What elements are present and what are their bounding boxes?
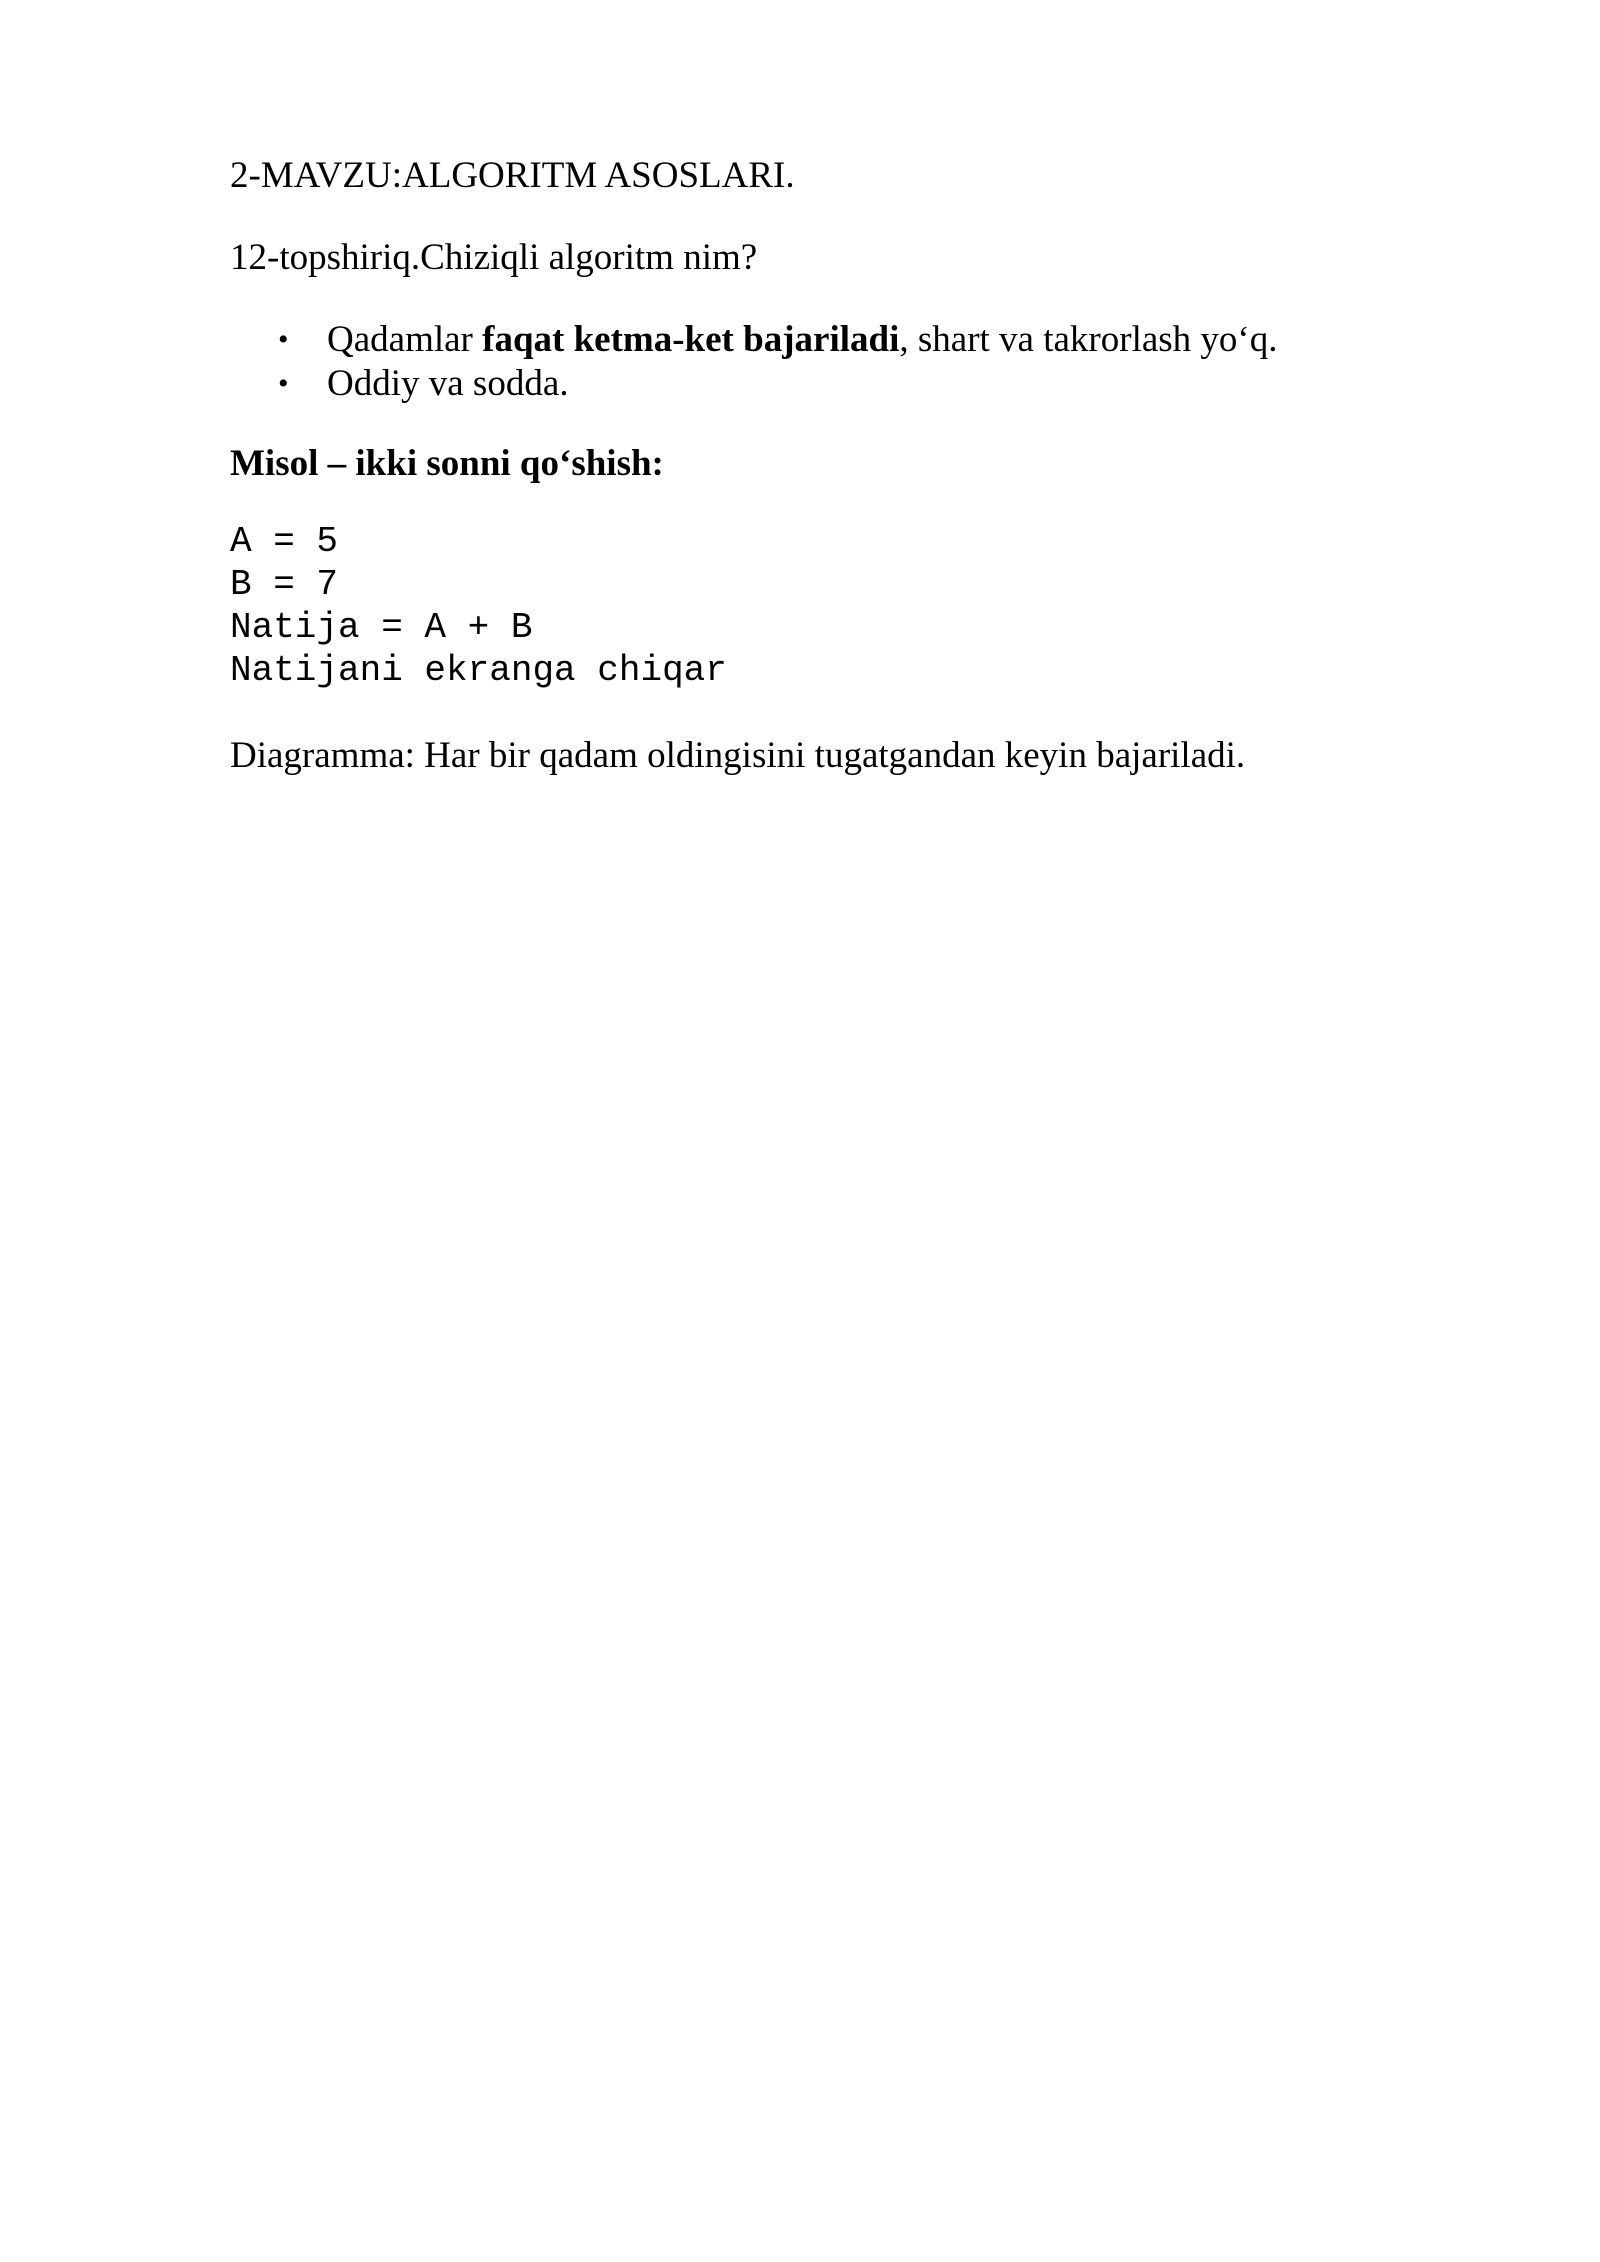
- code-block: [230, 520, 727, 692]
- list-item: [230, 318, 1410, 362]
- bullet-icon: •: [278, 323, 289, 356]
- topic-heading: 2-MAVZU:ALGORITM ASOSLARI.: [230, 155, 795, 196]
- bullet-text-suffix: , shart va takrorlash yo‘q.: [899, 319, 1278, 360]
- bullet-icon: •: [278, 367, 289, 400]
- bullet-bold-text: faqat ketma-ket bajariladi: [482, 319, 900, 360]
- diagram-note: Diagramma: Har bir qadam oldingisini tugatgandan keyin bajariladi.: [230, 735, 1246, 776]
- bullet-text-prefix: Qadamlar: [327, 319, 483, 360]
- code-line: Natijani ekranga chiqar: [230, 650, 727, 691]
- code-line: B = 7: [230, 564, 339, 605]
- task-question: 12-topshiriq.Chiziqli algoritm nim?: [230, 237, 758, 278]
- code-line: Natija = A + B: [230, 607, 533, 648]
- bullet-list: [230, 318, 1410, 406]
- bullet-text: Oddiy va sodda.: [327, 363, 569, 404]
- list-item: [230, 362, 1410, 406]
- example-title: Misol – ikki sonni qo‘shish:: [230, 443, 664, 484]
- code-line: A = 5: [230, 521, 339, 562]
